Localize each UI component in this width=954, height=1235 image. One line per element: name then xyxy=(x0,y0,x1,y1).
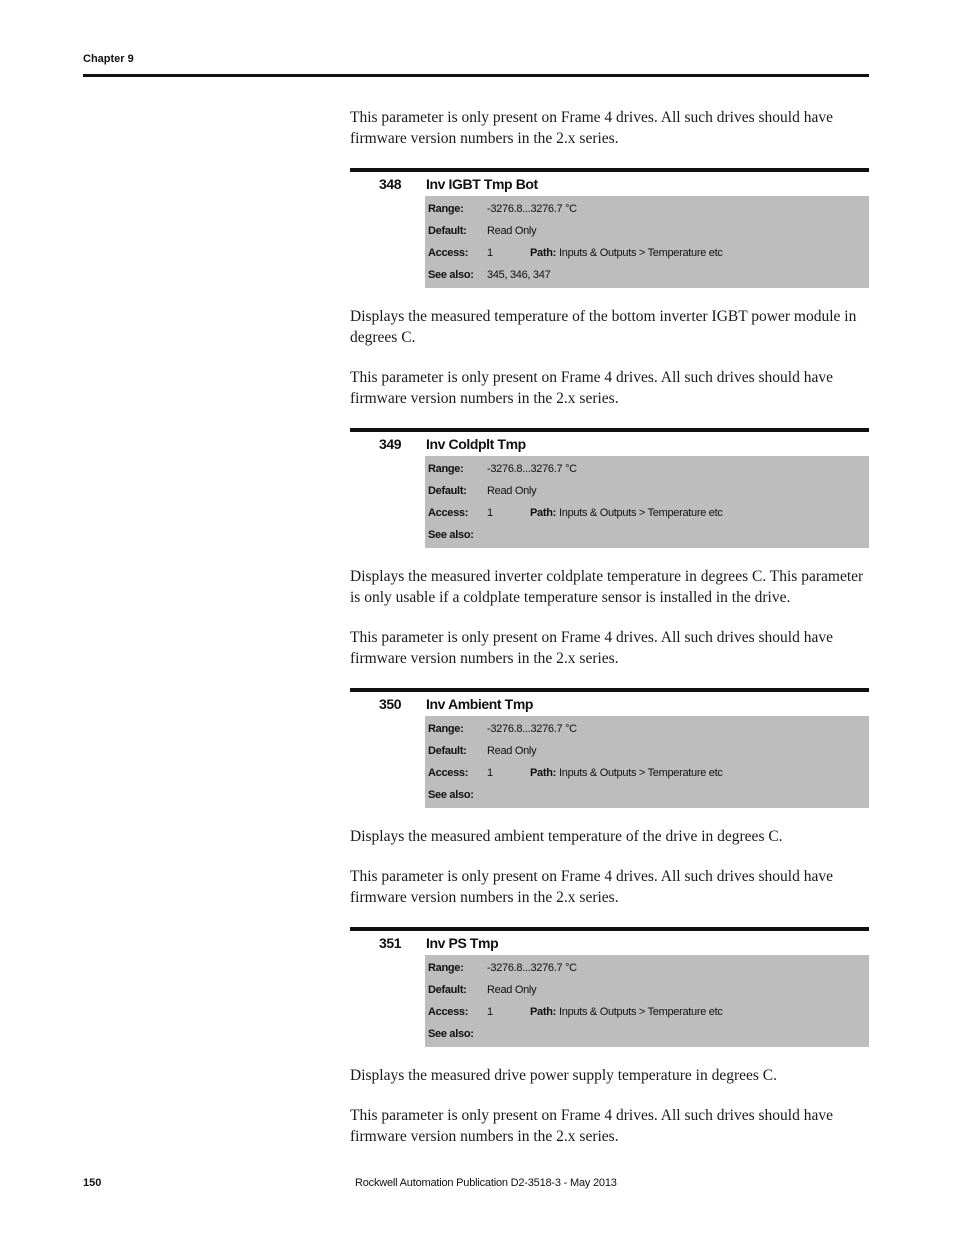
range-value: -3276.8...3276.7 °C xyxy=(487,203,577,215)
see-also-label: See also: xyxy=(428,269,474,281)
parameter-number: 350 xyxy=(379,696,402,712)
range-value: -3276.8...3276.7 °C xyxy=(487,463,577,475)
path-value: Inputs & Outputs > Temperature etc xyxy=(559,507,723,519)
range-label: Range: xyxy=(428,962,464,974)
see-also-row xyxy=(428,1023,869,1045)
access-value: 1 xyxy=(487,767,493,779)
page-content xyxy=(350,107,869,1166)
parameter-number: 348 xyxy=(379,176,402,192)
see-also-row xyxy=(428,264,869,286)
default-row xyxy=(428,740,869,762)
range-row xyxy=(428,718,869,740)
see-also-label: See also: xyxy=(428,789,474,801)
parameter-name: Inv PS Tmp xyxy=(426,935,499,951)
range-label: Range: xyxy=(428,203,464,215)
default-value: Read Only xyxy=(487,485,537,497)
parameter-note: This parameter is only present on Frame 4 drives. All such drives should have firmware version numbers in the 2.x series. xyxy=(350,1107,833,1145)
range-value: -3276.8...3276.7 °C xyxy=(487,962,577,974)
see-also-row xyxy=(428,784,869,806)
range-label: Range: xyxy=(428,723,464,735)
path-label: Path: xyxy=(530,247,557,259)
access-value: 1 xyxy=(487,1006,493,1018)
parameter-description: Displays the measured temperature of the bottom inverter IGBT power module in degrees C. xyxy=(350,308,857,346)
access-row xyxy=(428,1001,869,1023)
parameter-description: Displays the measured inverter coldplate temperature in degrees C. This parameter is only usable if a coldplate temperature sensor is installed in the drive. xyxy=(350,568,864,606)
parameter-description: Displays the measured ambient temperature of the drive in degrees C. xyxy=(350,828,783,845)
parameter-description: Displays the measured drive power supply temperature in degrees C. xyxy=(350,1067,777,1084)
access-value: 1 xyxy=(487,507,493,519)
chapter-header: Chapter 9 xyxy=(83,53,134,65)
default-value: Read Only xyxy=(487,984,537,996)
range-row xyxy=(428,198,869,220)
path-label: Path: xyxy=(530,1006,557,1018)
range-row xyxy=(428,458,869,480)
parameter-heading xyxy=(350,931,869,955)
default-label: Default: xyxy=(428,745,467,757)
access-label: Access: xyxy=(428,1006,469,1018)
range-value: -3276.8...3276.7 °C xyxy=(487,723,577,735)
parameter-details xyxy=(425,716,869,808)
default-label: Default: xyxy=(428,984,467,996)
parameter-note: This parameter is only present on Frame 4 drives. All such drives should have firmware version numbers in the 2.x series. xyxy=(350,868,833,906)
access-row xyxy=(428,762,869,784)
parameter-note: This parameter is only present on Frame 4 drives. All such drives should have firmware version numbers in the 2.x series. xyxy=(350,369,833,407)
parameter-number: 351 xyxy=(379,935,402,951)
path-label: Path: xyxy=(530,507,557,519)
parameter-block xyxy=(350,688,869,808)
parameter-heading xyxy=(350,692,869,716)
access-row xyxy=(428,502,869,524)
default-row xyxy=(428,480,869,502)
default-value: Read Only xyxy=(487,745,537,757)
parameter-details xyxy=(425,456,869,548)
parameter-note: This parameter is only present on Frame 4 drives. All such drives should have firmware version numbers in the 2.x series. xyxy=(350,629,833,667)
parameter-block xyxy=(350,927,869,1047)
parameter-number: 349 xyxy=(379,436,402,452)
access-label: Access: xyxy=(428,247,469,259)
see-also-row xyxy=(428,524,869,546)
access-value: 1 xyxy=(487,247,493,259)
header-rule xyxy=(83,74,869,77)
parameter-name: Inv IGBT Tmp Bot xyxy=(426,176,538,192)
default-row xyxy=(428,220,869,242)
default-value: Read Only xyxy=(487,225,537,237)
page-number: 150 xyxy=(83,1177,102,1189)
parameter-name: Inv Coldplt Tmp xyxy=(426,436,526,452)
publication-footer: Rockwell Automation Publication D2-3518-3 - May 2013 xyxy=(355,1177,617,1189)
default-row xyxy=(428,979,869,1001)
path-value: Inputs & Outputs > Temperature etc xyxy=(559,1006,723,1018)
range-label: Range: xyxy=(428,463,464,475)
path-value: Inputs & Outputs > Temperature etc xyxy=(559,247,723,259)
intro-paragraph: This parameter is only present on Frame 4 drives. All such drives should have firmware version numbers in the 2.x series. xyxy=(350,109,833,147)
see-also-label: See also: xyxy=(428,529,474,541)
see-also-label: See also: xyxy=(428,1028,474,1040)
path-value: Inputs & Outputs > Temperature etc xyxy=(559,767,723,779)
default-label: Default: xyxy=(428,485,467,497)
access-row xyxy=(428,242,869,264)
see-also-value: 345, 346, 347 xyxy=(487,269,551,281)
parameter-details xyxy=(425,955,869,1047)
parameter-details xyxy=(425,196,869,288)
parameter-name: Inv Ambient Tmp xyxy=(426,696,534,712)
range-row xyxy=(428,957,869,979)
path-label: Path: xyxy=(530,767,557,779)
parameter-block xyxy=(350,428,869,548)
access-label: Access: xyxy=(428,767,469,779)
default-label: Default: xyxy=(428,225,467,237)
parameter-heading xyxy=(350,172,869,196)
parameter-heading xyxy=(350,432,869,456)
parameter-block xyxy=(350,168,869,288)
access-label: Access: xyxy=(428,507,469,519)
